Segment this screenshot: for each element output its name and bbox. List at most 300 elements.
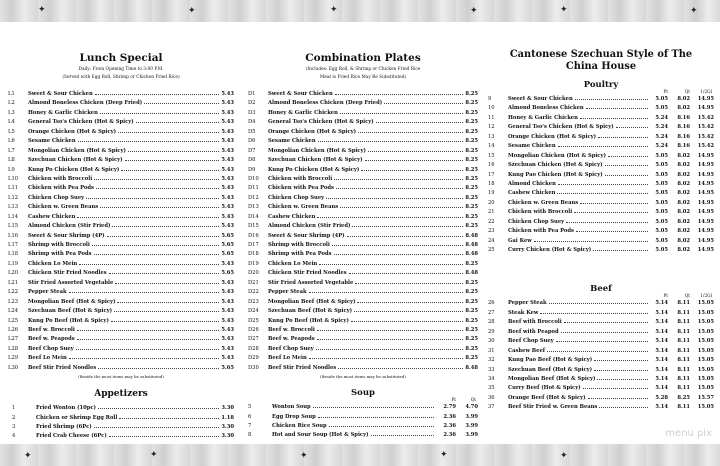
- item-number: 24: [488, 237, 495, 244]
- item-price: 8.25: [465, 100, 478, 107]
- item-name: General Tso's Chicken (Hot & Spicy): [268, 119, 374, 126]
- poultry-list: [488, 96, 714, 256]
- dot-leader: [98, 365, 219, 369]
- item-price-pt: 5.14: [655, 300, 668, 307]
- dot-leader: [77, 327, 219, 331]
- item-price-qt: 8.02: [677, 96, 690, 102]
- price-group: [650, 200, 714, 206]
- dot-leader: [96, 185, 219, 189]
- item-price-qt: 8.11: [677, 357, 690, 364]
- item-price-gl: 15.05: [697, 347, 714, 354]
- combination-plates-subtitle: (Includes: Egg Roll, & Shrimp or Chicken Fried Rice: [305, 67, 421, 72]
- price-group: [650, 190, 714, 196]
- dot-leader: [547, 348, 648, 352]
- item-price-pt: 5.05: [655, 247, 668, 253]
- item-number: 35: [488, 385, 495, 392]
- item-price-pt: 5.14: [655, 366, 668, 373]
- combination-plates-note: (Beside the most items may be substituted): [320, 374, 406, 380]
- lunch-special-row: [8, 289, 234, 298]
- lunch-special-row: [8, 223, 234, 232]
- item-name: Almond Chicken (Stir Fried): [28, 223, 111, 230]
- item-price: 5.65: [221, 251, 234, 258]
- item-price: 5.43: [221, 345, 234, 352]
- item-price: 8.25: [465, 175, 478, 182]
- dot-leader: [616, 124, 648, 128]
- item-name: Orange Beef (Hot & Spicy): [508, 394, 586, 401]
- lunch-special-row: [8, 327, 234, 336]
- price-group: [650, 162, 714, 168]
- item-name: Curry Beef (Hot & Spicy): [508, 385, 581, 392]
- item-price: 5.43: [221, 336, 234, 343]
- dot-leader: [561, 329, 648, 333]
- poultry-row: [488, 153, 714, 162]
- price-group: [436, 414, 478, 420]
- price-group: [650, 219, 714, 225]
- soup-row: [248, 414, 478, 423]
- item-name: Chicken with Pea Pods: [508, 228, 574, 235]
- dot-leader: [355, 280, 463, 284]
- item-name: Beef with Peapod: [508, 328, 559, 335]
- item-number: 21: [488, 209, 495, 216]
- item-number: D1: [248, 91, 256, 97]
- poultry-qt-header: Qt: [684, 90, 690, 95]
- combination-plate-row: [248, 100, 478, 109]
- item-price-pt: 2.36: [443, 423, 456, 429]
- item-name: Szechuan Beef (Hot & Spicy): [268, 308, 353, 315]
- item-price-pt: 5.05: [655, 180, 668, 187]
- item-price-qt: 8.11: [677, 300, 690, 307]
- item-price: 5.43: [221, 138, 234, 145]
- dot-leader: [118, 129, 219, 133]
- item-price-gl: 14.95: [697, 247, 714, 253]
- price-group: [650, 96, 714, 102]
- cantonese-title-line: China House: [565, 61, 637, 72]
- item-price-gl: 15.05: [697, 300, 714, 307]
- combination-plate-row: [248, 346, 478, 355]
- dot-leader: [318, 138, 464, 142]
- item-price-pt: 5.14: [655, 404, 668, 411]
- lunch-special-row: [8, 129, 234, 138]
- item-number: 9: [488, 96, 492, 102]
- dot-leader: [326, 195, 463, 199]
- item-name: Beef w. Peapods: [28, 336, 75, 343]
- item-name: Chicken with Pea Pods: [28, 185, 94, 192]
- item-name: Beef w. Broccoli: [268, 326, 315, 333]
- item-price-qt: 8.02: [677, 190, 690, 197]
- item-price-qt: 8.02: [677, 199, 690, 206]
- dot-leader: [100, 110, 219, 114]
- lunch-special-row: [8, 167, 234, 176]
- item-price-pt: 5.14: [655, 357, 668, 364]
- lunch-special-row: [8, 176, 234, 185]
- dot-leader: [98, 405, 219, 409]
- item-number: 23: [488, 228, 495, 235]
- combination-plate-row: [248, 214, 478, 223]
- item-price: 8.48: [465, 232, 478, 239]
- dot-leader: [556, 338, 648, 342]
- item-price-pt: 5.05: [655, 171, 668, 178]
- item-number: D4: [248, 119, 256, 126]
- appetizer-row: [8, 405, 234, 414]
- combination-plate-row: [248, 167, 478, 176]
- item-price-pt: 2.36: [443, 413, 456, 420]
- price-group: [650, 395, 714, 401]
- item-number: 4: [12, 433, 16, 440]
- lunch-special-row: [8, 251, 234, 260]
- item-price-pt: 5.05: [655, 96, 668, 102]
- dot-leader: [107, 233, 220, 237]
- item-number: L1: [8, 91, 15, 97]
- poultry-row: [488, 247, 714, 256]
- beef-row: [488, 404, 714, 413]
- item-number: 15: [488, 152, 495, 159]
- item-name: Pepper Steak: [268, 289, 307, 296]
- lunch-special-row: [8, 336, 234, 345]
- item-price-qt: 8.11: [677, 347, 690, 354]
- dot-leader: [115, 280, 219, 284]
- item-price: 3.30: [221, 433, 234, 440]
- item-price: 8.25: [465, 109, 478, 116]
- item-price-pt: 5.05: [655, 237, 668, 244]
- appetizers-list: [8, 405, 234, 443]
- lunch-special-row: [8, 308, 234, 317]
- item-name: Beef Chop Suey: [508, 338, 554, 345]
- item-name: Shrimp with Pea Pods: [268, 251, 332, 258]
- item-price-pt: 5.24: [655, 114, 668, 121]
- item-name: Sweet & Sour Shrimp (4P): [28, 232, 105, 239]
- dot-leader: [599, 404, 648, 408]
- item-name: Kung Po Beef (Hot & Spicy): [28, 317, 109, 324]
- item-name: Orange Chicken (Hot & Spicy): [28, 128, 117, 135]
- combination-plate-row: [248, 185, 478, 194]
- dot-leader: [376, 119, 464, 123]
- item-number: L10: [8, 175, 19, 182]
- item-number: L19: [8, 260, 19, 267]
- beef-row: [488, 395, 714, 404]
- item-name: Szechuan Chicken (Hot & Spicy): [508, 162, 603, 169]
- combination-plate-row: [248, 119, 478, 128]
- combination-plate-row: [248, 242, 478, 251]
- poultry-row: [488, 190, 714, 199]
- dot-leader: [119, 415, 219, 419]
- item-price: 8.25: [465, 147, 478, 154]
- item-price: 1.18: [221, 414, 234, 421]
- item-number: 26: [488, 300, 495, 307]
- dot-leader: [534, 238, 648, 242]
- item-price: 5.43: [221, 223, 234, 230]
- item-number: D8: [248, 157, 256, 164]
- item-price-gl: 14.95: [697, 218, 714, 225]
- item-name: Hot and Sour Soup (Hot & Spicy): [272, 432, 369, 439]
- item-price-gl: 15.05: [697, 404, 714, 411]
- beef-row: [488, 367, 714, 376]
- item-name: Szechuan Chicken (Hot & Spicy): [268, 157, 363, 164]
- item-name: Cashew Chicken: [508, 190, 556, 197]
- poultry-pt-header: Pt: [663, 90, 668, 95]
- item-number: 8: [248, 432, 252, 439]
- dot-leader: [128, 148, 219, 152]
- dot-leader: [583, 385, 648, 389]
- item-price-gl: 15.05: [697, 357, 714, 364]
- item-number: L2: [8, 100, 15, 107]
- item-price: 5.43: [221, 204, 234, 211]
- item-number: D2: [248, 100, 256, 107]
- item-number: L22: [8, 289, 19, 296]
- item-price-pt: 5.14: [655, 375, 668, 382]
- dot-leader: [361, 167, 463, 171]
- cantonese-title-line: Cantonese Szechuan Style of The: [509, 49, 693, 60]
- item-name: Chicken Lo Mein: [268, 260, 318, 267]
- item-name: Chicken or Shrimp Egg Roll: [36, 414, 118, 421]
- item-name: Cashew Chicken: [28, 213, 76, 220]
- item-price-pt: 5.14: [655, 328, 668, 335]
- item-price-qt: 3.99: [465, 432, 478, 439]
- price-group: [650, 348, 714, 354]
- lunch-special-row: [8, 204, 234, 213]
- combination-plate-row: [248, 176, 478, 185]
- lunch-special-row: [8, 346, 234, 355]
- item-name: Orange Chicken (Hot & Spicy): [268, 128, 357, 135]
- item-price-qt: 8.11: [677, 385, 690, 392]
- combination-plate-row: [248, 261, 478, 270]
- item-price-pt: 5.14: [655, 319, 668, 326]
- item-name: Mongolian Beef (Hot & Spicy): [508, 375, 596, 382]
- dot-leader: [564, 319, 648, 323]
- item-price: 5.43: [221, 147, 234, 154]
- dot-leader: [317, 214, 463, 218]
- item-name: Kung Pao Chicken (Hot & Spicy): [508, 171, 603, 178]
- item-price: 5.43: [221, 166, 234, 173]
- dot-leader: [86, 195, 219, 199]
- item-name: Sweet & Sour Chicken: [28, 91, 93, 97]
- item-price: 8.25: [465, 185, 478, 192]
- dot-leader: [598, 134, 648, 138]
- item-price: 8.25: [465, 194, 478, 201]
- item-name: Beef Chop Suey: [28, 345, 74, 352]
- lunch-special-row: [8, 242, 234, 251]
- item-name: Honey & Garlic Chicken: [508, 114, 578, 121]
- item-name: Beef Stir Fried Noodles: [268, 364, 337, 371]
- item-price-pt: 2.79: [443, 404, 456, 411]
- item-price: 8.25: [465, 326, 478, 333]
- item-price-pt: 5.14: [655, 347, 668, 354]
- item-number: L11: [8, 185, 19, 192]
- item-price-gl: 15.05: [697, 319, 714, 326]
- price-group: [650, 124, 714, 130]
- item-number: L9: [8, 166, 15, 173]
- item-number: 30: [488, 338, 495, 345]
- price-group: [650, 247, 714, 253]
- dot-leader: [340, 204, 463, 208]
- combination-plates-subtitle: Meat is Fried Rice May Be Substituted): [319, 75, 407, 80]
- item-number: 37: [488, 404, 495, 411]
- combination-plate-row: [248, 138, 478, 147]
- lunch-special-title: Lunch Special: [79, 52, 163, 64]
- item-price: 5.43: [221, 213, 234, 220]
- item-number: 32: [488, 357, 495, 364]
- dot-leader: [575, 96, 648, 100]
- item-price: 3.30: [221, 405, 234, 412]
- item-number: L18: [8, 251, 19, 258]
- item-price: 8.25: [465, 317, 478, 324]
- item-number: 14: [488, 143, 495, 150]
- item-price-qt: 3.99: [465, 423, 478, 429]
- beef-row: [488, 310, 714, 319]
- star-ornament-icon: ✦: [440, 450, 448, 460]
- item-price-pt: 2.36: [443, 432, 456, 439]
- item-name: Sweet & Sour Chicken: [508, 96, 573, 102]
- item-name: Curry Chicken (Hot & Spicy): [508, 247, 592, 253]
- item-price: 5.65: [221, 232, 234, 239]
- price-group: [650, 404, 714, 410]
- item-number: 3: [12, 424, 16, 430]
- dot-leader: [94, 424, 220, 428]
- item-price: 5.65: [221, 270, 234, 277]
- item-number: D11: [248, 185, 259, 192]
- item-number: 17: [488, 171, 495, 178]
- lunch-special-row: [8, 355, 234, 364]
- dot-leader: [368, 148, 463, 152]
- price-group: [650, 310, 714, 316]
- item-name: Chicken w. Green Beans: [28, 204, 99, 211]
- item-price-gl: 14.95: [697, 171, 714, 178]
- poultry-row: [488, 115, 714, 124]
- item-number: L3: [8, 109, 15, 116]
- dot-leader: [605, 162, 648, 166]
- item-number: L13: [8, 204, 19, 211]
- beef-row: [488, 300, 714, 309]
- dot-leader: [608, 153, 648, 157]
- dot-leader: [335, 91, 464, 95]
- item-price-gl: 15.05: [697, 328, 714, 335]
- item-price-qt: 8.11: [677, 404, 690, 411]
- lunch-special-row: [8, 280, 234, 289]
- item-name: Beef Stir Fried Noodles: [28, 364, 97, 371]
- item-price: 8.25: [465, 213, 478, 220]
- item-price: 5.43: [221, 91, 234, 97]
- item-name: Fried Crab Cheese (6Pc): [36, 433, 107, 440]
- item-name: Sweet & Sour Chicken: [268, 91, 333, 97]
- star-ornament-icon: ✦: [188, 6, 196, 16]
- item-name: Stir Fried Assorted Vegetable: [268, 279, 354, 286]
- item-number: D28: [248, 345, 259, 352]
- star-ornament-icon: ✦: [24, 451, 32, 461]
- combination-plate-row: [248, 289, 478, 298]
- item-name: Beef Lo Mein: [28, 355, 67, 362]
- price-group: [650, 357, 714, 363]
- item-number: 25: [488, 247, 495, 253]
- lunch-special-row: [8, 110, 234, 119]
- beef-list: [488, 300, 714, 413]
- item-price-qt: 8.11: [677, 319, 690, 326]
- item-price: 5.43: [221, 298, 234, 305]
- item-number: 22: [488, 218, 495, 225]
- dot-leader: [338, 365, 463, 369]
- item-name: Steak Kew: [508, 309, 539, 316]
- dot-leader: [318, 414, 434, 418]
- item-price-pt: 5.24: [655, 124, 668, 131]
- item-number: D19: [248, 260, 259, 267]
- item-number: D16: [248, 232, 259, 239]
- price-group: [650, 143, 714, 149]
- watermark: menu pix: [665, 428, 712, 439]
- dot-leader: [558, 143, 648, 147]
- combination-plate-row: [248, 280, 478, 289]
- lunch-special-row: [8, 365, 234, 374]
- dot-leader: [594, 357, 648, 361]
- item-price-gl: 15.42: [697, 114, 714, 121]
- dot-leader: [100, 204, 219, 208]
- item-number: 31: [488, 347, 495, 354]
- item-number: D14: [248, 213, 259, 220]
- item-name: Fried Shrimp (6Pc): [36, 424, 92, 430]
- item-price: 8.25: [465, 298, 478, 305]
- item-name: Mongolian Chicken (Hot & Spicy): [508, 152, 606, 159]
- poultry-row: [488, 238, 714, 247]
- item-number: 12: [488, 124, 495, 131]
- combination-plates-title: Combination Plates: [305, 52, 421, 64]
- item-number: D12: [248, 194, 259, 201]
- item-price: 8.25: [465, 279, 478, 286]
- poultry-row: [488, 172, 714, 181]
- item-price-qt: 8.16: [677, 114, 690, 121]
- appetizer-row: [8, 433, 234, 442]
- item-price-qt: 8.02: [677, 247, 690, 253]
- item-price-pt: 5.14: [655, 309, 668, 316]
- item-price-pt: 5.28: [655, 394, 668, 401]
- item-price: 5.43: [221, 289, 234, 296]
- item-price-pt: 5.24: [655, 133, 668, 140]
- dot-leader: [309, 355, 464, 359]
- item-name: Stir Fried Assorted Vegetable: [28, 279, 114, 286]
- dot-leader: [357, 299, 463, 303]
- item-price-gl: 15.57: [697, 394, 714, 401]
- poultry-row: [488, 96, 714, 105]
- item-price-pt: 5.05: [655, 105, 668, 112]
- item-number: L14: [8, 213, 19, 220]
- item-price: 5.43: [221, 109, 234, 116]
- item-name: Chicken Rice Soup: [272, 423, 327, 429]
- item-price: 8.25: [465, 223, 478, 230]
- item-price-qt: 8.11: [677, 309, 690, 316]
- item-price: 8.25: [465, 91, 478, 97]
- item-number: 18: [488, 180, 495, 187]
- poultry-title: Poultry: [583, 80, 619, 90]
- cantonese-column: [488, 22, 714, 444]
- price-group: [650, 209, 714, 215]
- item-number: 10: [488, 105, 495, 112]
- dot-leader: [334, 251, 464, 255]
- dot-leader: [317, 336, 464, 340]
- item-price-gl: 14.95: [697, 180, 714, 187]
- dot-leader: [332, 242, 464, 246]
- combination-plate-row: [248, 251, 478, 260]
- item-price-qt: 8.11: [677, 375, 690, 382]
- item-name: Beef with Broccoli: [508, 319, 562, 326]
- dot-leader: [111, 318, 219, 322]
- appetizer-row: [8, 415, 234, 424]
- item-price-qt: 8.02: [677, 228, 690, 235]
- item-number: D3: [248, 109, 256, 116]
- item-number: D13: [248, 204, 259, 211]
- item-name: Cashew Chicken: [268, 213, 316, 220]
- poultry-row: [488, 219, 714, 228]
- item-price-gl: 15.05: [697, 309, 714, 316]
- poultry-row: [488, 124, 714, 133]
- beef-row: [488, 385, 714, 394]
- item-price-qt: 8.11: [677, 328, 690, 335]
- item-number: 20: [488, 199, 495, 206]
